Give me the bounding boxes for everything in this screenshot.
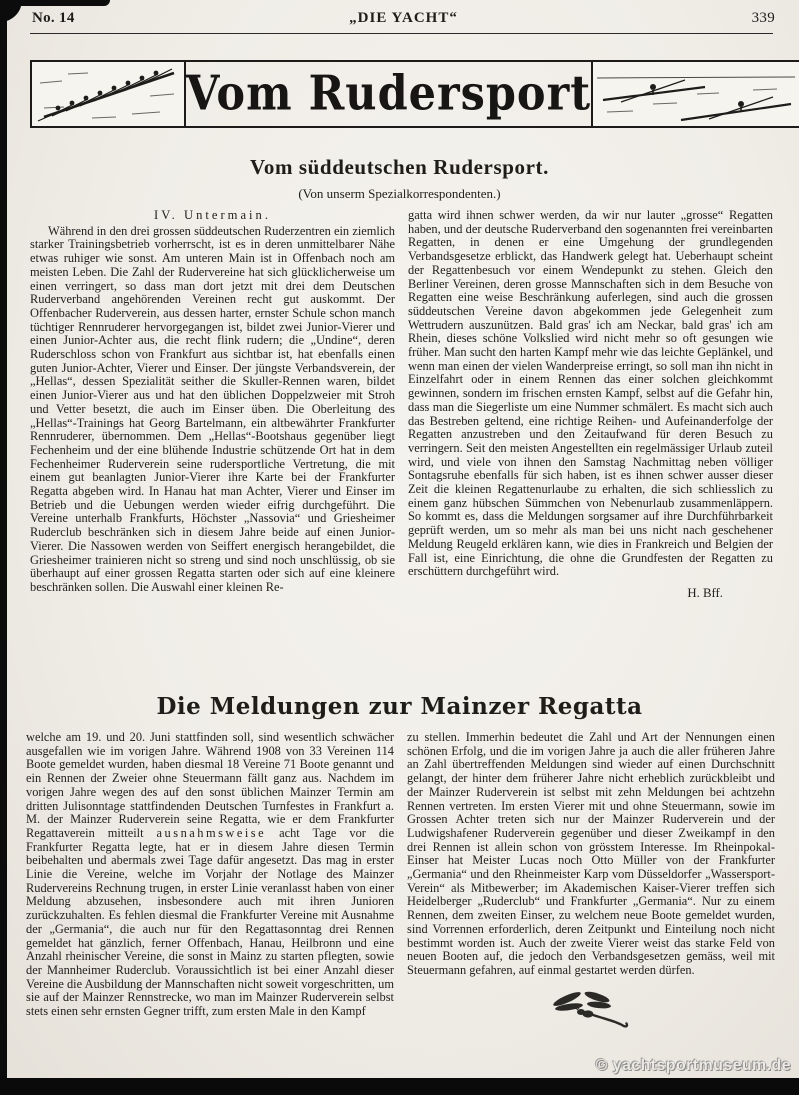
magazine-title: „DIE YACHT“ (349, 10, 458, 26)
banner-title: Vom Rudersport (186, 66, 592, 122)
article1-right-text: gatta wird ihnen schwer werden, da wir nur lauter „grosse“ Regatten haben, und der deutsche Ruderverband den sogenannten frei vereinbarten Regatten, in denen er eine Umgehung der grundlegenden Verbandsgesetze erblickt, das Handwerk gelegt hat. Ueberhaupt scheint der Regattenbesuch vor einem Wendepunkt zu stehen. Gleich den Berliner Vereinen, deren grosse Mannschaften sich in dem Besuche von Regatten eine weise Beschränkung auferlegen, sind auch die grossen süddeutschen Vereine davon abgekommen jede Gelegenheit zum Wettrudern auszunützen. Bald gras' ich am Neckar, bald gras' ich am Rhein, dieses schöne Volkslied wird nicht mehr so oft gesungen wie früher. Man sucht den harten Kampf mehr wie das leichte Geplänkel, und wenn man einen der vielen Wanderpreise erringt, so soll man ihn nicht in Einzelfahrt oder in einem Rennen das einer solchen gleichkommt gewinnen, sondern im frischen ernsten Kampf, selbst auf die Gefahr hin, dass man die Siegerliste um eine Nummer schmälert. Es macht sich auch das Bestreben geltend, eine richtige Reihen- und Aufeinanderfolge der Regatten anzustreben und den Zeitaufwand für deren Besuch zu verringern. Seit den meisten Angestellten ein regelmässiger Urlaub zuteil wird, und viele von ihnen den Samstag Nachmittag neben völliger Sontagsruhe ebenfalls für sich haben, ist es ihnen schwer ausser dieser Zeit die kleinen Regattenurlaube zu erhalten, die sich schliesslich zu einem ganz hübschen Sümmchen von Nebenurlaub zusammenläppern. So kommt es, dass die Meldungen sorgsamer auf ihre Durchführbarkeit geprüft werden, um so mehr als man bei uns nicht nach geschehener Meldung Reugeld erklären kann, wie dies in Frankreich und Belgien der Fall ist, eine Einrichtung, die ohne die Grundfesten der Regatten zu erschüttern durchgeführt wird. (408, 208, 773, 579)
article2-left-text (26, 731, 394, 1019)
dragonfly-icon (545, 988, 637, 1030)
rowing-eight-illustration (30, 60, 186, 128)
article2-left-text-part2: acht Tage vor die Frankfurter Regatta legte, hat er in diesem Jahre diesen Termin beibehalten und abermals zwei Tage dafür angesetzt. Das mag in erster Linie die Vereine, welche im Vorjahr der Notlage des Mainzer Rudervereins Rechnung trugen, in erster Linie veranlasst haben von einer Meldung abzusehen, insbesondere auch mit ihren Junioren zurückzuhalten. Es fehlen diesmal die Frankfurter Vereine mit Ausnahme der „Germania“, die auch nur für den Regattasonntag drei Rennen gemeldet hat gänzlich, ferner Offenbach, Hanau, Heilbronn und eine Anzahl rheinischer Vereine, die sonst in Mainz zu starten pflegten, sowie der Mannheimer Ruderclub. Voraussichtlich ist bei einer Anzahl dieser Vereine die Ausbildung der Mannschaften nicht soweit vorgeschritten, um sie auf der Mainzer Rennstrecke, wo man im Mainzer Ruderverein selbst stets einen sehr ernsten Gegner trifft, zum ersten Male in den Kampf (26, 825, 394, 1019)
dragonfly-ornament (407, 988, 775, 1034)
article1-left-text: Während in den drei grossen süddeutschen Ruderzentren ein ziemlich starker Trainingsbetrieb vorherrscht, ist es in deren unmittelbarer Nähe etwas ruhiger wie sonst. Am unteren Main ist in Offenbach noch am meisten Leben. Die Zahl der Rudervereine hat sich glücklicherweise um einen verringert, so dass man dort jetzt mit drei dem Deutschen Ruderverband angehörenden Vereinen recht gut auskommt. Der Offenbacher Ruderverein, aus dessen harter, ernster Schule schon manch tüchtiger Rennruderer hervorgegangen ist, bildet zwei Junior-Vierer und einen Junior-Achter aus, die recht flink rudern; die „Undine“, deren Ruderschloss schon von Frankfurt aus sichtbar ist, hat ebenfalls einen guten Junior-Achter, Vierer und Einser. Der jüngste Verbandsverein, der „Hellas“, dessen Spezialität seither die Skuller-Rennen waren, bildet einen Junior-Vierer aus und hat den üblichen Doppelzweier mit Stroh und Vetter besetzt, die auch im Einser üben. Die Oberleitung des „Hellas“-Trainings hat Georg Bartelmann, ein altbewährter Frankfurter Rennruderer, übernommen. Dem „Hellas“-Bootshaus gegenüber liegt Fechenheim und der eine blühende Industrie schützende Ort hat in dem Fechenheimer Ruderverein seine rudersportliche Vertretung, die mit einem gut beanlagten Junior-Vierer ihre Karte bei der Frankfurter Regatta abgeben wird. In Hanau hat man Achter, Vierer und Einser im Betrieb und die Uebungen werden wieder eifrig durchgeführt. Die Vereine unterhalb Frankfurts, Höchster „Nassovia“ und Griesheimer Ruderclub beschränken sich in diesem Jahre beide auf einen Junior-Vierer. Die Nassowen werden von Seiffert energisch herangebildet, die Griesheimer trainieren nicht so streng und sind noch unschlüssig, ob sie überhaupt auf einer grossen Regatta starten oder sich auf eine kleinere beschränken sollen. Die Auswahl einer kleinen Re- (30, 223, 395, 594)
section-banner (30, 60, 771, 128)
page-number: 339 (751, 10, 775, 26)
article2-right-text: zu stellen. Immerhin bedeutet die Zahl und Art der Nennungen einen schönen Erfolg, und die im vorigen Jahre ja auch die aller früheren Jahre an Zahl übertreffenden Meldungen sind wieder auf einen Durchschnitt gelangt, der hinter dem früherer Jahre nicht erheblich zurückbleibt und der Mainzer Ruderverein ist selbst mit zehn Meldungen bei achtzehn Rennen vertreten. Im ersten Vierer mit und ohne Steuermann, sowie im Grossen Achter treten sich nur der Mainzer Ruderverein und der Ludwigshafener Ruderverein gegenüber und dieser Zweikampf in den drei Rennen ist allein schon von grösstem Interesse. Im Rheinpokal-Einser hat Meister Lucas noch Otto Müller von der Frankfurter „Germania“ und den Rheinmeister Karp vom Düsseldorfer „Wassersport-Verein“ als Mitbewerber; im Akademischen Kaiser-Vierer treffen sich Heidelberger „Ruderclub“ und Frankfurter „Germania“. Nur zu einem Rennen, dem zweiten Einser, zu welchem neue Boote gemeldet wurden, sind Vorrennen erforderlich, deren Zeitpunkt und Einteilung noch nicht bestimmt worden ist. Auch der zweite Vierer weist das starke Feld von neuen Booten auf, die jedoch den Verbandsgesetzen gemäss, weil mit Steuermann gefahren, auf einmal gestartet werden dürfen. (407, 730, 775, 977)
article1-author-signature: H. Bff. (687, 585, 723, 600)
article1-columns (30, 209, 773, 601)
page-header (32, 10, 775, 27)
article1-right-column (408, 209, 773, 601)
watermark: © yachtsportmuseum.de (595, 1057, 791, 1074)
article2-left-text-emphasized: ausnahmsweise (156, 825, 267, 840)
article2-title: Die Meldungen zur Mainzer Regatta (156, 693, 643, 720)
article1-section-heading: IV. Untermain. (154, 208, 271, 222)
header-rule (30, 33, 773, 34)
rowing-eight-icon (32, 64, 184, 124)
article2-columns (26, 731, 775, 1033)
scan-edge-left (0, 0, 7, 1080)
scullers-illustration (591, 60, 799, 128)
article1-left-column (30, 209, 395, 601)
article1-subtitle: (Von unserm Spezialkorrespondenten.) (298, 186, 501, 201)
article2-right-column (407, 731, 775, 1033)
article1-title: Vom süddeutschen Rudersport. (250, 155, 549, 179)
scullers-icon (593, 64, 799, 124)
article2-left-text-part1: welche am 19. und 20. Juni stattfinden soll, sind wesentlich schwächer ausgefallen wie im vorigen Jahre. Während 1908 von 33 Vereinen 114 Boote gemeldet wurden, haben diesmal 18 Vereine 71 Boote genannt und ein Rennen der Zweier ohne Steuermann fällt ganz aus. Nachdem im vorigen Jahre wegen des auf den sonst üblichen Mainzer Termin am dritten Julisonntage stattfindenden Deutschen Turnfestes in Frankfurt a. M. der Mainzer Ruderverein seine Regatta, wie er dem Frankfurter Regattaverein mitteilt (26, 730, 394, 840)
article2-left-column (26, 731, 394, 1033)
issue-number: No. 14 (32, 10, 75, 26)
scan-edge-bottom (0, 1078, 799, 1095)
banner-title-panel (186, 60, 591, 128)
